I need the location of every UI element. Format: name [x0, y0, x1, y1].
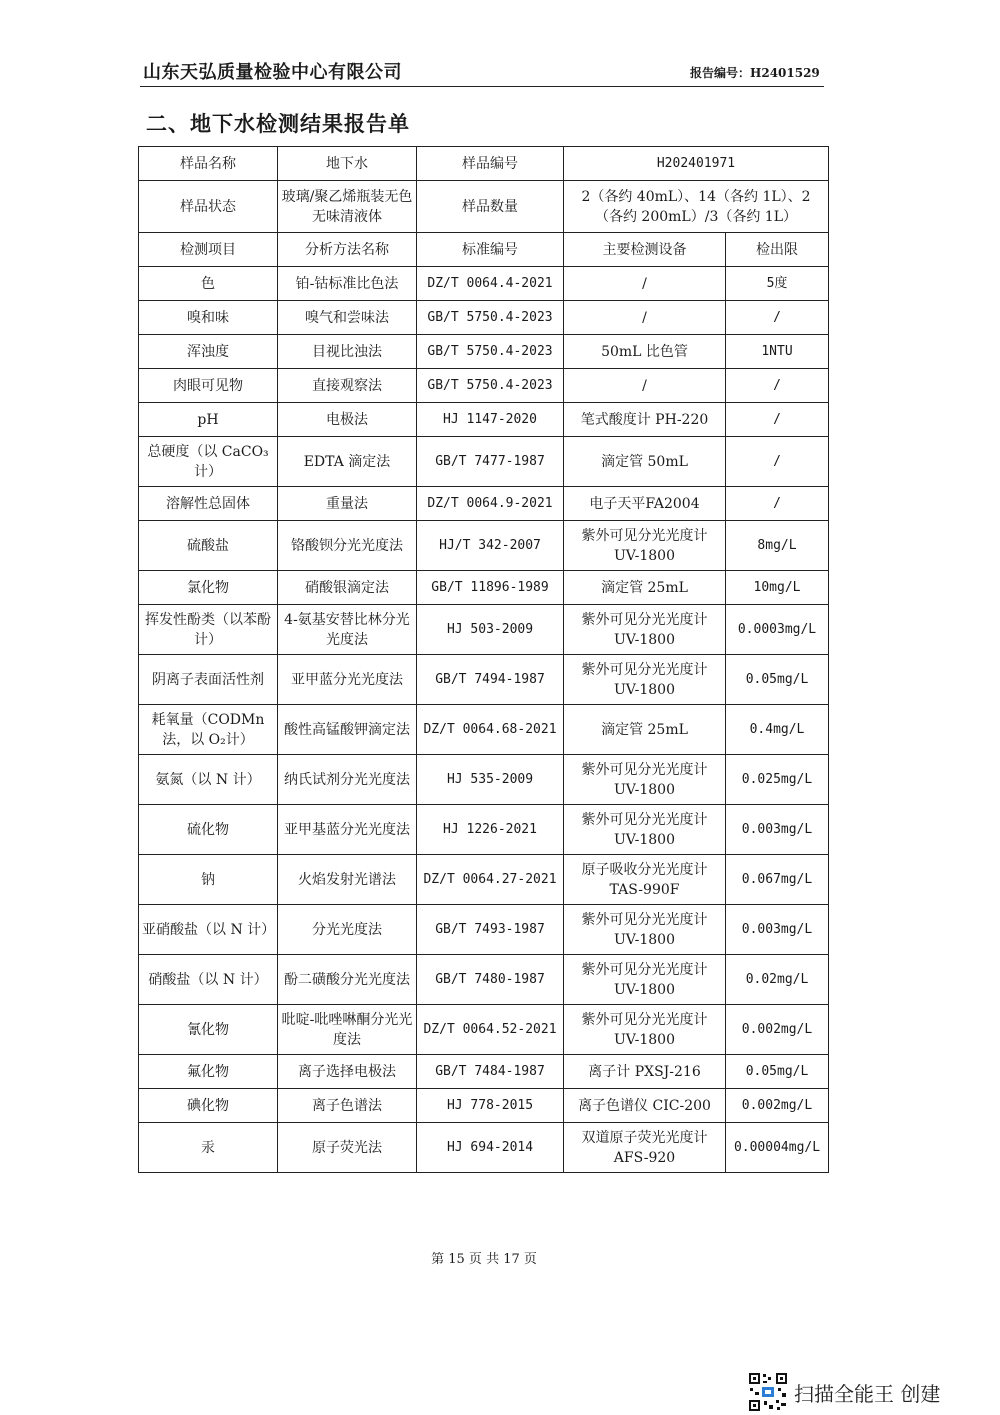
table-row [139, 755, 829, 805]
limit-cell: 1NTU [726, 335, 829, 369]
table-row [139, 605, 829, 655]
method-cell: 嗅气和尝味法 [278, 301, 417, 335]
standard-cell: GB/T 7480-1987 [417, 955, 564, 1005]
limit-cell: / [726, 301, 829, 335]
table-row [139, 705, 829, 755]
limit-cell: / [726, 487, 829, 521]
table-row [139, 855, 829, 905]
standard-cell: GB/T 7494-1987 [417, 655, 564, 705]
equipment-cell: 离子计 PXSJ-216 [564, 1055, 726, 1089]
item-cell: 汞 [139, 1123, 278, 1173]
equipment-cell: 紫外可见分光光度计 UV-1800 [564, 955, 726, 1005]
sample-state-label: 样品状态 [139, 181, 278, 233]
table-row [139, 1055, 829, 1089]
limit-cell: 8mg/L [726, 521, 829, 571]
standard-cell: GB/T 7493-1987 [417, 905, 564, 955]
scanner-watermark [748, 1372, 940, 1412]
col-method-header: 分析方法名称 [278, 233, 417, 267]
standard-cell: HJ 778-2015 [417, 1089, 564, 1123]
item-cell: 氟化物 [139, 1055, 278, 1089]
table-row [139, 955, 829, 1005]
method-cell: 直接观察法 [278, 369, 417, 403]
equipment-cell: 50mL 比色管 [564, 335, 726, 369]
equipment-cell: 笔式酸度计 PH-220 [564, 403, 726, 437]
method-cell: 亚甲基蓝分光光度法 [278, 805, 417, 855]
sample-state-value [278, 181, 417, 233]
sample-no-value: H202401971 [564, 147, 829, 181]
limit-cell: 10mg/L [726, 571, 829, 605]
method-cell: 电极法 [278, 403, 417, 437]
method-cell: 离子选择电极法 [278, 1055, 417, 1089]
qr-code-icon [748, 1372, 788, 1412]
item-cell: 碘化物 [139, 1089, 278, 1123]
standard-cell: HJ 535-2009 [417, 755, 564, 805]
watermark-text: 扫描全能王 创建 [794, 1381, 941, 1406]
col-standard-header: 标准编号 [417, 233, 564, 267]
standard-cell: HJ 1147-2020 [417, 403, 564, 437]
method-cell: 重量法 [278, 487, 417, 521]
report-number: 报告编号：H2401529 [690, 66, 820, 80]
item-cell: 嗅和味 [139, 301, 278, 335]
standard-cell: GB/T 7477-1987 [417, 437, 564, 487]
info-row-sample-name [139, 147, 829, 181]
item-cell: 耗氧量（CODMn法，以 O₂计） [139, 705, 278, 755]
limit-cell: 0.003mg/L [726, 905, 829, 955]
standard-cell: GB/T 5750.4-2023 [417, 335, 564, 369]
limit-cell: / [726, 437, 829, 487]
table-row [139, 1005, 829, 1055]
company-name: 山东天弘质量检验中心有限公司 [143, 62, 402, 83]
table-row [139, 369, 829, 403]
standard-cell: GB/T 7484-1987 [417, 1055, 564, 1089]
method-cell: 分光光度法 [278, 905, 417, 955]
item-cell: 挥发性酚类（以苯酚计） [139, 605, 278, 655]
standard-cell: HJ 1226-2021 [417, 805, 564, 855]
item-cell: 氰化物 [139, 1005, 278, 1055]
table-row [139, 267, 829, 301]
equipment-cell: 紫外可见分光光度计 UV-1800 [564, 905, 726, 955]
sample-name-value: 地下水 [278, 147, 417, 181]
equipment-cell: 双道原子荧光光度计 AFS-920 [564, 1123, 726, 1173]
standard-cell: DZ/T 0064.68-2021 [417, 705, 564, 755]
sample-state-line2: 无味清液体 [312, 208, 382, 225]
equipment-cell: 滴定管 25mL [564, 705, 726, 755]
standard-cell: GB/T 5750.4-2023 [417, 369, 564, 403]
standard-cell: GB/T 11896-1989 [417, 571, 564, 605]
col-equipment-header: 主要检测设备 [564, 233, 726, 267]
item-cell: 氨氮（以 N 计） [139, 755, 278, 805]
limit-cell: 0.002mg/L [726, 1089, 829, 1123]
method-cell: 亚甲蓝分光光度法 [278, 655, 417, 705]
results-table [138, 146, 829, 1173]
method-cell: 铬酸钡分光光度法 [278, 521, 417, 571]
col-limit-header: 检出限 [726, 233, 829, 267]
equipment-cell: 紫外可见分光光度计 UV-1800 [564, 755, 726, 805]
equipment-cell: 紫外可见分光光度计 UV-1800 [564, 605, 726, 655]
equipment-cell: 紫外可见分光光度计 UV-1800 [564, 1005, 726, 1055]
table-row [139, 301, 829, 335]
method-cell: 原子荧光法 [278, 1123, 417, 1173]
equipment-cell: 原子吸收分光光度计 TAS-990F [564, 855, 726, 905]
standard-cell: DZ/T 0064.52-2021 [417, 1005, 564, 1055]
method-cell: 硝酸银滴定法 [278, 571, 417, 605]
method-cell: 目视比浊法 [278, 335, 417, 369]
col-item-header: 检测项目 [139, 233, 278, 267]
limit-cell: 0.02mg/L [726, 955, 829, 1005]
limit-cell: 0.0003mg/L [726, 605, 829, 655]
item-cell: 阴离子表面活性剂 [139, 655, 278, 705]
method-cell: 纳氏试剂分光光度法 [278, 755, 417, 805]
item-cell: 氯化物 [139, 571, 278, 605]
sample-qty-line2: （各约 200mL）/3（各约 1L） [594, 208, 798, 225]
method-cell: 4-氨基安替比林分光光度法 [278, 605, 417, 655]
method-cell: 火焰发射光谱法 [278, 855, 417, 905]
sample-no-label: 样品编号 [417, 147, 564, 181]
item-cell: 溶解性总固体 [139, 487, 278, 521]
equipment-cell: 紫外可见分光光度计 UV-1800 [564, 805, 726, 855]
equipment-cell: / [564, 369, 726, 403]
limit-cell: 0.4mg/L [726, 705, 829, 755]
sample-name-label: 样品名称 [139, 147, 278, 181]
equipment-cell: / [564, 267, 726, 301]
method-cell: 酸性高锰酸钾滴定法 [278, 705, 417, 755]
limit-cell: / [726, 369, 829, 403]
item-cell: pH [139, 403, 278, 437]
sample-state-line1: 玻璃/聚乙烯瓶装无色 [281, 188, 413, 205]
limit-cell: 0.05mg/L [726, 1055, 829, 1089]
item-cell: 钠 [139, 855, 278, 905]
column-header-row [139, 233, 829, 267]
info-row-sample-state [139, 181, 829, 233]
limit-cell: 0.067mg/L [726, 855, 829, 905]
table-row [139, 655, 829, 705]
sample-qty-line1: 2（各约 40mL）、14（各约 1L）、2 [581, 188, 811, 205]
method-cell: 吡啶-吡唑啉酮分光光度法 [278, 1005, 417, 1055]
equipment-cell: 电子天平FA2004 [564, 487, 726, 521]
table-row [139, 905, 829, 955]
header-divider [140, 86, 824, 87]
standard-cell: HJ 694-2014 [417, 1123, 564, 1173]
table-row [139, 805, 829, 855]
item-cell: 硫酸盐 [139, 521, 278, 571]
limit-cell: 0.003mg/L [726, 805, 829, 855]
table-row [139, 403, 829, 437]
equipment-cell: 滴定管 50mL [564, 437, 726, 487]
limit-cell: 5度 [726, 267, 829, 301]
standard-cell: HJ/T 342-2007 [417, 521, 564, 571]
item-cell: 总硬度（以 CaCO₃计） [139, 437, 278, 487]
method-cell: EDTA 滴定法 [278, 437, 417, 487]
equipment-cell: / [564, 301, 726, 335]
table-row [139, 1089, 829, 1123]
equipment-cell: 滴定管 25mL [564, 571, 726, 605]
equipment-cell: 紫外可见分光光度计 UV-1800 [564, 655, 726, 705]
standard-cell: HJ 503-2009 [417, 605, 564, 655]
item-cell: 色 [139, 267, 278, 301]
section-title: 二、地下水检测结果报告单 [146, 112, 410, 136]
item-cell: 亚硝酸盐（以 N 计） [139, 905, 278, 955]
item-cell: 硫化物 [139, 805, 278, 855]
method-cell: 酚二磺酸分光光度法 [278, 955, 417, 1005]
equipment-cell: 离子色谱仪 CIC-200 [564, 1089, 726, 1123]
standard-cell: DZ/T 0064.9-2021 [417, 487, 564, 521]
item-cell: 硝酸盐（以 N 计） [139, 955, 278, 1005]
page-number: 第 15 页 共 17 页 [431, 1252, 537, 1267]
table-row [139, 1123, 829, 1173]
table-row [139, 571, 829, 605]
sample-qty-label: 样品数量 [417, 181, 564, 233]
item-cell: 肉眼可见物 [139, 369, 278, 403]
method-cell: 离子色谱法 [278, 1089, 417, 1123]
item-cell: 浑浊度 [139, 335, 278, 369]
limit-cell: 0.025mg/L [726, 755, 829, 805]
standard-cell: DZ/T 0064.27-2021 [417, 855, 564, 905]
standard-cell: GB/T 5750.4-2023 [417, 301, 564, 335]
table-row [139, 437, 829, 487]
limit-cell: 0.002mg/L [726, 1005, 829, 1055]
method-cell: 铂-钴标准比色法 [278, 267, 417, 301]
standard-cell: DZ/T 0064.4-2021 [417, 267, 564, 301]
table-row [139, 487, 829, 521]
limit-cell: 0.00004mg/L [726, 1123, 829, 1173]
table-row [139, 521, 829, 571]
equipment-cell: 紫外可见分光光度计 UV-1800 [564, 521, 726, 571]
limit-cell: 0.05mg/L [726, 655, 829, 705]
limit-cell: / [726, 403, 829, 437]
sample-qty-value [564, 181, 829, 233]
table-row [139, 335, 829, 369]
